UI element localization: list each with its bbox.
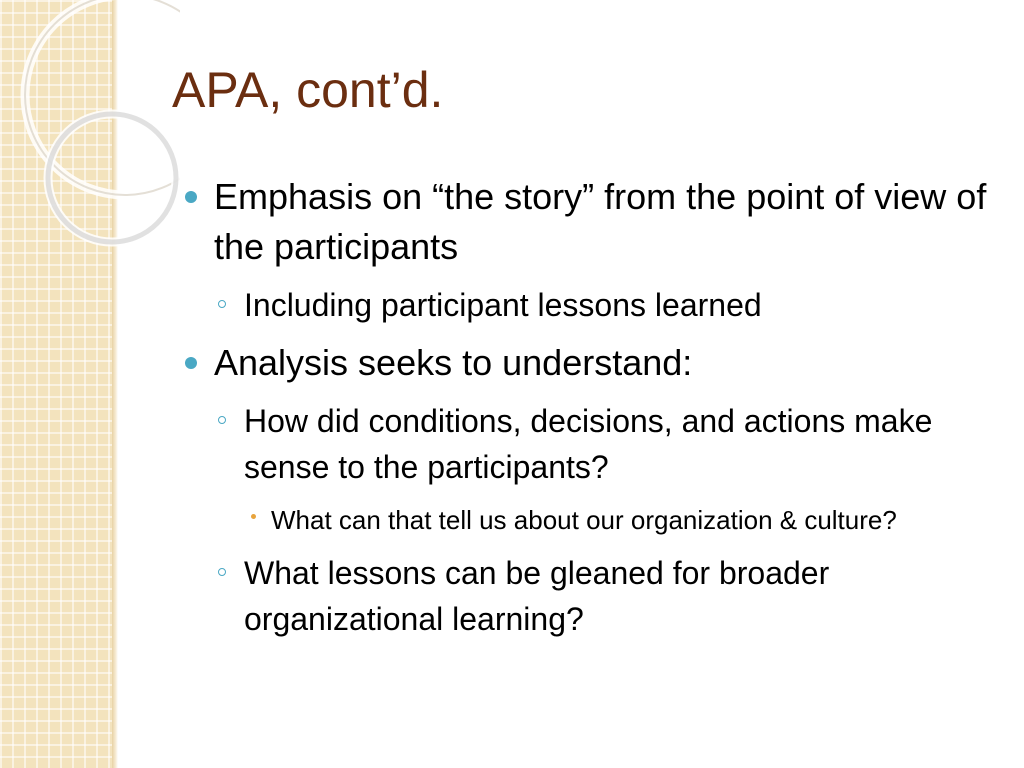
bullet-dot-icon xyxy=(185,191,197,203)
bullet-list xyxy=(182,172,1002,652)
bullet-ring-icon xyxy=(218,300,226,308)
bullet-ring-icon xyxy=(218,568,226,576)
slide-title: APA, cont’d. xyxy=(172,62,444,118)
sub-bullet-text: How did conditions, decisions, and actions make sense to the participants? xyxy=(244,403,933,485)
sub-bullet-item xyxy=(182,282,1002,328)
bullet-ring-icon xyxy=(218,416,226,424)
sub-bullet-text: What lessons can be gleaned for broader organizational learning? xyxy=(244,555,830,637)
bullet-small-dot-icon xyxy=(251,514,256,519)
bullet-dot-icon xyxy=(185,357,197,369)
sub-bullet-item xyxy=(182,550,1002,642)
bullet-text: Emphasis on “the story” from the point of view of the participants xyxy=(214,176,987,267)
decorative-circles xyxy=(0,0,180,320)
sub-sub-bullet-item xyxy=(182,500,1002,540)
sub-bullet-item xyxy=(182,398,1002,490)
sub-bullet-text: Including participant lessons learned xyxy=(244,287,762,323)
bullet-text: Analysis seeks to understand: xyxy=(214,342,693,383)
sub-sub-bullet-text: What can that tell us about our organization & culture? xyxy=(271,505,897,535)
bullet-item xyxy=(182,172,1002,272)
bullet-item xyxy=(182,338,1002,388)
